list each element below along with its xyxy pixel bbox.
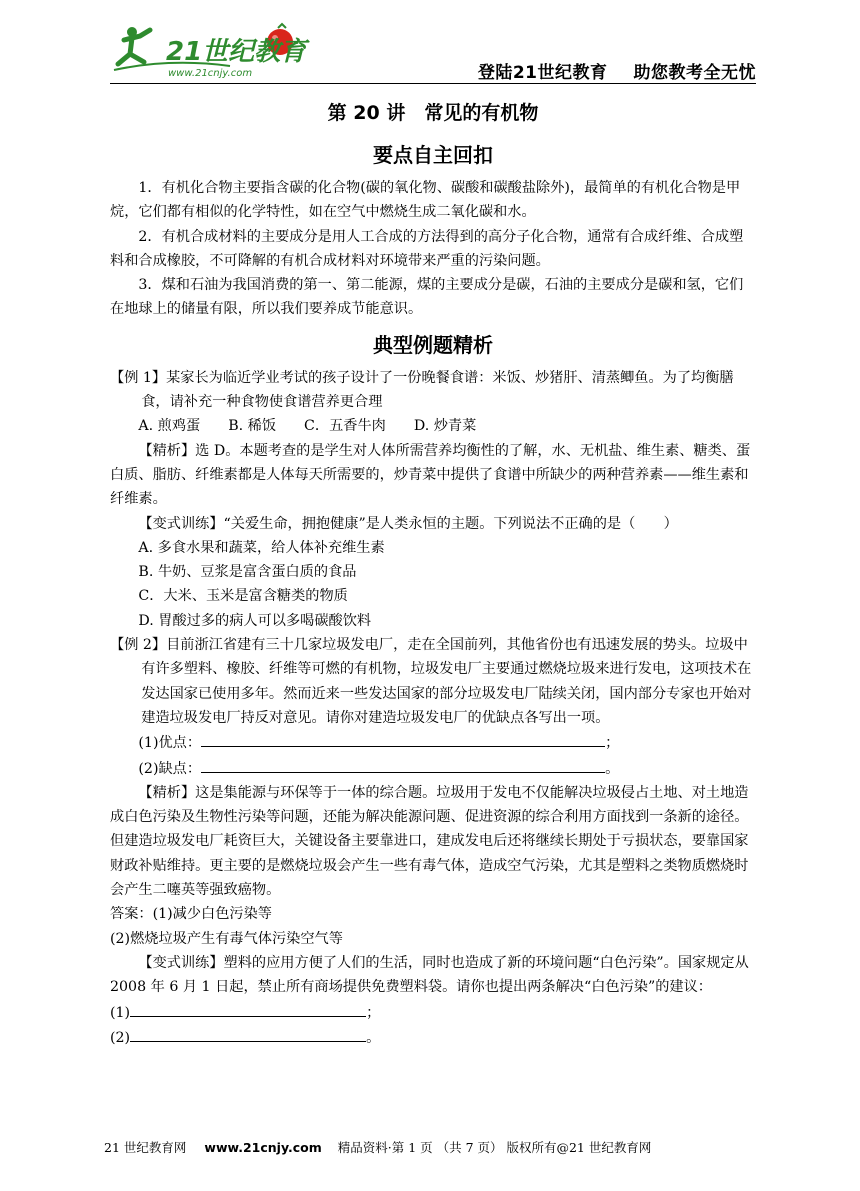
variant-option-c: C．大米、玉米是富含糖类的物质 — [138, 588, 348, 605]
answer-blank-suggestion-1[interactable] — [130, 1000, 366, 1017]
example-2-blank-2 — [110, 756, 756, 781]
logo-url-text: www.21cnjy.com — [168, 68, 253, 79]
variant-blank-2-end: 。 — [366, 1029, 381, 1046]
option-a: A. 煎鸡蛋 — [138, 418, 201, 435]
example-2-blank-1 — [110, 730, 756, 755]
logo-text: 21世纪教育 — [166, 37, 307, 67]
option-d: D. 炒青菜 — [413, 418, 477, 435]
example-1-analysis: 【精析】选 D。本题考查的是学生对人体所需营养均衡性的了解，水、无机盐、维生素、糖类、蛋白质、脂肪、纤维素都是人体每天所需要的，炒青菜中提供了食谱中所缺少的两种营养素——维生素和纤维素。 — [110, 442, 751, 508]
example-2-answer-2: (2)燃烧垃圾产生有毒气体污染空气等 — [110, 930, 343, 947]
header-slogan — [452, 58, 756, 83]
key-point-2: 2．有机合成材料的主要成分是用人工合成的方法得到的高分子化合物，通常有合成纤维、合成塑料和合成橡胶，不可降解的有机合成材料对环境带来严重的污染问题。 — [110, 228, 744, 269]
example-2-answer-1: 答案：(1)减少白色污染等 — [110, 906, 272, 923]
section-heading-examples: 典型例题精析 — [373, 332, 493, 357]
variant-option-b: B. 牛奶、豆浆是富含蛋白质的食品 — [138, 564, 357, 581]
header-divider — [110, 83, 756, 84]
example-1-question: 【例 1】某家长为临近学业考试的孩子设计了一份晚餐食谱：米饭、炒猪肝、清蒸鲫鱼。为了均衡膳食，请补充一种食物使食谱营养更合理 — [110, 369, 734, 411]
option-c: C．五香牛肉 — [304, 418, 386, 435]
blank-1-end: ； — [605, 735, 620, 752]
variant-blank-2 — [110, 1025, 756, 1050]
slogan-left: 登陆21世纪教育 — [477, 63, 608, 83]
variant-option-d: D. 胃酸过多的病人可以多喝碳酸饮料 — [138, 612, 372, 629]
lesson-title: 第 20 讲 常见的有机物 — [327, 102, 539, 124]
option-b: B. 稀饭 — [228, 418, 277, 435]
footer-left: 21 世纪教育网 — [104, 1140, 187, 1155]
key-point-1: 1．有机化合物主要指含碳的化合物(碳的氧化物、碳酸和碳酸盐除外)，最简单的有机化合物是甲烷，它们都有相似的化学特性，如在空气中燃烧生成二氧化碳和水。 — [110, 180, 741, 221]
answer-blank-suggestion-2[interactable] — [130, 1025, 366, 1042]
example-2-variant: 【变式训练】塑料的应用方便了人们的生活，同时也造成了新的环境问题“白色污染”。国家规定从 2008 年 6 月 1 日起，禁止所有商场提供免费塑料袋。请你也提出两条解决“白色污染”的建议： — [110, 954, 749, 996]
logo-21cnjy — [110, 18, 310, 82]
example-2-analysis: 【精析】这是集能源与环保等于一体的综合题。垃圾用于发电不仅能解决垃圾侵占土地、对土地造成白色污染及生物性污染等问题，还能为解决能源问题、促进资源的综合利用方面找到一条新的途径。但建造垃圾发电厂耗资巨大，关键设备主要靠进口，建成发电后还将继续长期处于亏损状态，要靠国家财政补贴维持。更主要的是燃烧垃圾会产生一些有毒气体，造成空气污染，尤其是塑料之类物质燃烧时会产生二噻英等强致癌物。 — [110, 784, 749, 899]
footer-site-link[interactable]: www.21cnjy.com — [204, 1140, 322, 1155]
footer-right: 精品资料·第 1 页 （共 7 页） 版权所有@21 世纪教育网 — [337, 1140, 652, 1155]
blank-1-label: (1)优点： — [138, 735, 202, 752]
answer-blank-advantage[interactable] — [201, 730, 605, 747]
variant-blank-1 — [110, 1000, 756, 1025]
variant-blank-1-label: (1) — [110, 1004, 131, 1021]
slogan-right: 助您教考全无忧 — [633, 63, 756, 83]
answer-blank-disadvantage[interactable] — [201, 756, 605, 773]
variant-option-a: A. 多食水果和蔬菜，给人体补充维生素 — [138, 539, 385, 556]
section-heading-key-points: 要点自主回扣 — [373, 143, 493, 167]
key-point-3: 3．煤和石油为我国消费的第一、第二能源，煤的主要成分是碳，石油的主要成分是碳和氢，它们在地球上的储量有限，所以我们要养成节能意识。 — [110, 277, 744, 318]
blank-2-label: (2)缺点： — [138, 760, 202, 777]
page-header — [110, 18, 756, 84]
example-2-question: 【例 2】目前浙江省建有三十几家垃圾发电厂，走在全国前列，其他省份也有迅速发展的势头。垃圾中有许多塑料、橡胶、纤维等可燃的有机物，垃圾发电厂主要通过燃烧垃圾来进行发电，这项技术在发达国家已使用多年。然而近来一些发达国家的部分垃圾发电厂陆续关闭，国内部分专家也开始对建造垃圾发电厂持反对意见。请你对建造垃圾发电厂的优缺点各写出一项。 — [110, 637, 752, 726]
page-footer — [104, 1138, 764, 1156]
blank-2-end: 。 — [605, 760, 620, 777]
variant-blank-1-end: ； — [366, 1004, 381, 1021]
document-body — [110, 98, 756, 1050]
example-1-variant: 【变式训练】“关爱生命，拥抱健康”是人类永恒的主题。下列说法不正确的是（ ） — [138, 515, 678, 532]
variant-blank-2-label: (2) — [110, 1029, 131, 1046]
example-1-options — [110, 414, 756, 438]
